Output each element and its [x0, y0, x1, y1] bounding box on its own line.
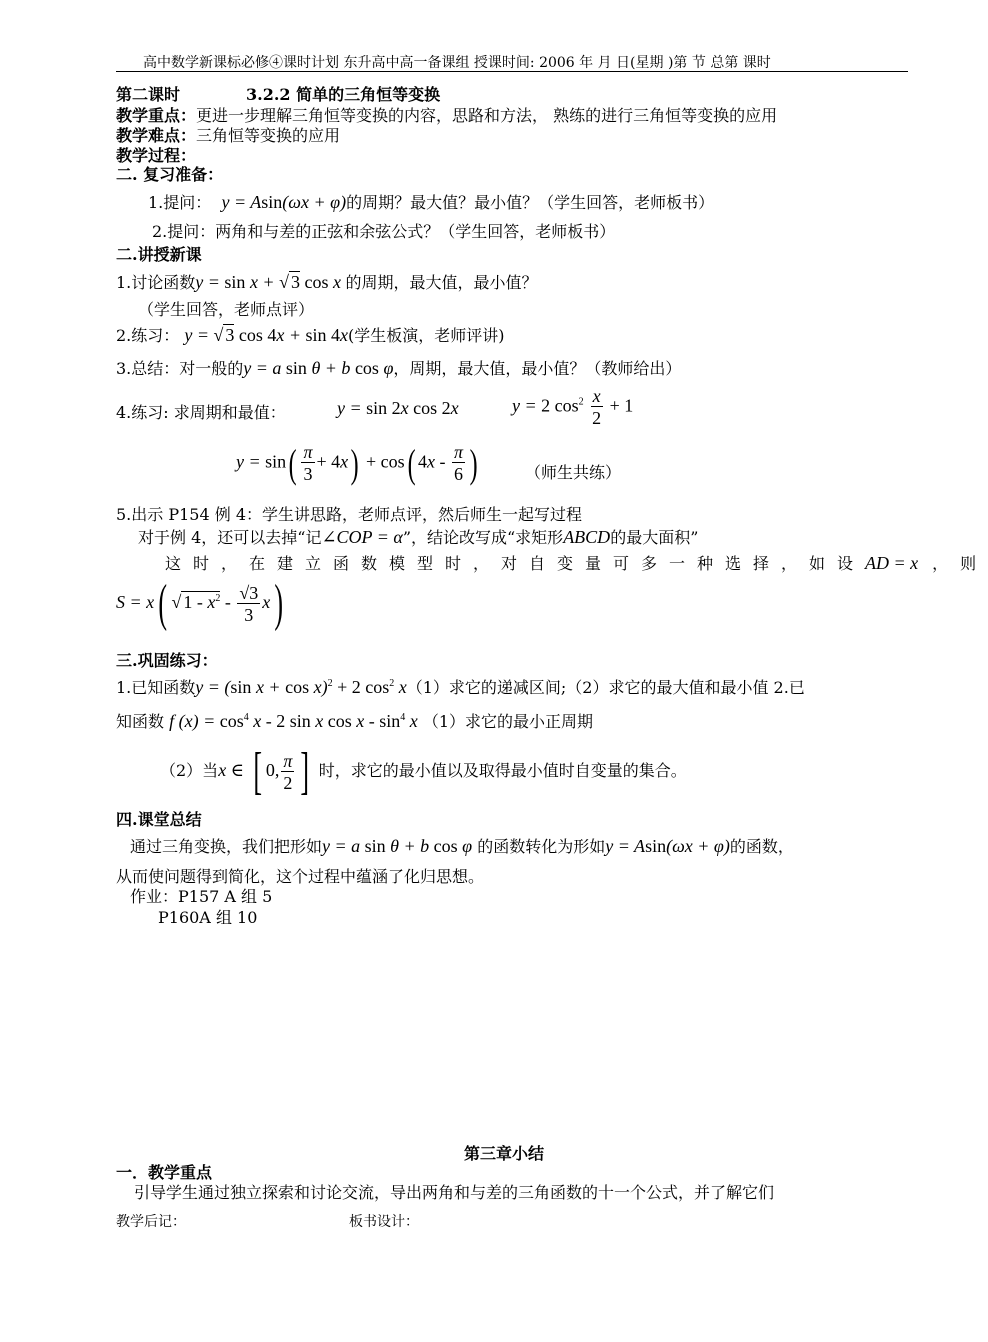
exercise-2 [116, 709, 593, 732]
page-header: 高中数学新课标必修④课时计划 东升高中高一备课组 授课时间: 2006 年 月 日(星期 )第 节 总第 课时 [143, 55, 771, 71]
p5-line2-c: 的最大面积” [610, 528, 699, 547]
exercise-1 [116, 675, 805, 698]
formula-p4a: y = sin 2x cos 2x [337, 398, 459, 418]
q1-suffix: 的周期？最大值？最小值？（学生回答，老师板书） [346, 193, 715, 212]
p5-line3-b: ，则 [932, 554, 988, 573]
summary-line-1 [130, 834, 794, 857]
ex2-suffix: （1）求它的最小正周期 [422, 712, 594, 731]
formula-angle: ∠COP = α [321, 527, 403, 547]
process-label: 教学过程： [116, 146, 197, 165]
formula-abcd: ABCD [563, 527, 611, 547]
formula-ex1: y = (sin x + cos x)$^2$ + 2 $\cos^2 x$ [195, 677, 407, 697]
difficulty-text: 三角恒等变换的应用 [196, 126, 341, 145]
chapter-section-focus: 一．教学重点 [116, 1163, 213, 1182]
formula-summary-b: y = Asin(ωx + φ) [605, 836, 730, 856]
point-1-note: （学生回答，老师点评） [138, 300, 315, 319]
header-rule [116, 71, 908, 72]
ex1-prefix: 1.已知函数 [116, 678, 196, 697]
lesson-topic: 3.2.2 简单的三角恒等变换 [246, 85, 441, 104]
p2-prefix: 2.练习： [116, 326, 180, 345]
point-2 [116, 323, 505, 346]
p3-prefix: 3.总结：对一般的 [116, 359, 244, 378]
ex2-part2-prefix: （2）当 [160, 761, 219, 781]
formula-summary-a: y = a sin θ + b cos φ [322, 836, 473, 856]
focus-text: 更进一步理解三角恒等变换的内容，思路和方法， 熟练的进行三角恒等变换的应用 [196, 106, 778, 125]
p3-suffix: ，周期，最大值，最小值？（教师给出） [393, 359, 682, 378]
p1-suffix: 的周期，最大值，最小值？ [345, 273, 538, 292]
p2-suffix: (学生板演，老师评讲) [348, 326, 505, 345]
formula-p4c: y = sin( $\frac{\pi}{3}$ + 4x) + cos( 4x - $\frac{\pi}{6}$ ) [236, 440, 478, 486]
formula-p2: y = √ 3 cos 4x + sin 4x [184, 325, 349, 345]
summary-c: 的函数， [729, 837, 794, 856]
point-4-note: （师生共练） [525, 463, 622, 482]
focus-label: 教学重点： [116, 106, 197, 125]
summary-b: 的函数转化为形如 [477, 837, 606, 856]
section-practice: 三.巩固练习： [116, 651, 218, 670]
p1-prefix: 1.讨论函数 [116, 273, 196, 292]
ex2-part2-suffix: 时，求它的最小值以及取得最小值时自变量的集合。 [318, 761, 687, 781]
homework-2: P160A 组 10 [158, 908, 258, 927]
question-1 [148, 190, 714, 213]
point-5-line-2 [138, 525, 698, 548]
formula-p3: y = a sin θ + b cos φ [243, 358, 394, 378]
formula-ad: AD = x [865, 553, 919, 573]
point-5-line-3 [165, 551, 988, 574]
ex2-prefix: 知函数 [116, 712, 165, 731]
point-5: 5.出示 P154 例 4：学生讲思路，老师点评，然后师生一起写过程 [116, 505, 583, 524]
exercise-2-part-2 [160, 743, 687, 800]
q1-prefix: 1.提问： [148, 193, 212, 212]
footer-board-design: 板书设计： [349, 1214, 419, 1230]
summary-line-2: 从而使问题得到简化，这个过程中蕴涵了化归思想。 [116, 867, 485, 886]
section-new-lesson: 二.讲授新课 [116, 245, 202, 264]
summary-a: 通过三角变换，我们把形如 [130, 837, 323, 856]
section-review: 二. 复习准备： [116, 165, 224, 184]
ex1-suffix: （1）求它的递减区间;（2）求它的最大值和最小值 2.已 [406, 678, 805, 697]
point-1 [116, 270, 537, 293]
p5-line2-a: 对于例 4，还可以去掉“记 [138, 528, 322, 547]
chapter-text: 引导学生通过独立探索和讨论交流，导出两角和与差的三角函数的十一个公式，并了解它们 [134, 1183, 775, 1202]
chapter-title: 第三章小结 [464, 1144, 545, 1163]
formula-p1: y = sin x + √ 3 cos x [195, 272, 346, 292]
formula-p4b: y = 2 $\cos^2$ $\frac{x}{2}$ + 1 [512, 386, 634, 428]
point-3 [116, 356, 681, 379]
formula-interval: x ∈ [ 0, $\frac{\pi}{2}$ ] [218, 743, 310, 800]
difficulty-label: 教学难点： [116, 126, 197, 145]
lesson-title: 第二课时 [116, 85, 181, 104]
p5-line3-a: 这时，在建立函数模型时，对自变量可多一种选择，如设 [165, 554, 866, 573]
point-4: 4.练习: 求周期和最值： [116, 403, 286, 422]
p5-line2-b: ”，结论改写成“求矩形 [402, 528, 564, 547]
formula-asin: y = Asin(ωx + φ) [221, 192, 347, 212]
question-2: 2.提问：两角和与差的正弦和余弦公式？（学生回答，老师板书） [152, 222, 616, 241]
homework-1: 作业：P157 A 组 5 [130, 887, 273, 906]
formula-area: S = x( √ $1 - x^2$ - $\frac{√3}{3}$ x) [116, 575, 284, 632]
footer-after-notes: 教学后记： [116, 1214, 186, 1230]
formula-ex2: f $(x) = \cos^4 x - 2$ sin x cos x - $\sin^4 x$ [169, 711, 418, 731]
section-summary: 四.课堂总结 [116, 810, 202, 829]
